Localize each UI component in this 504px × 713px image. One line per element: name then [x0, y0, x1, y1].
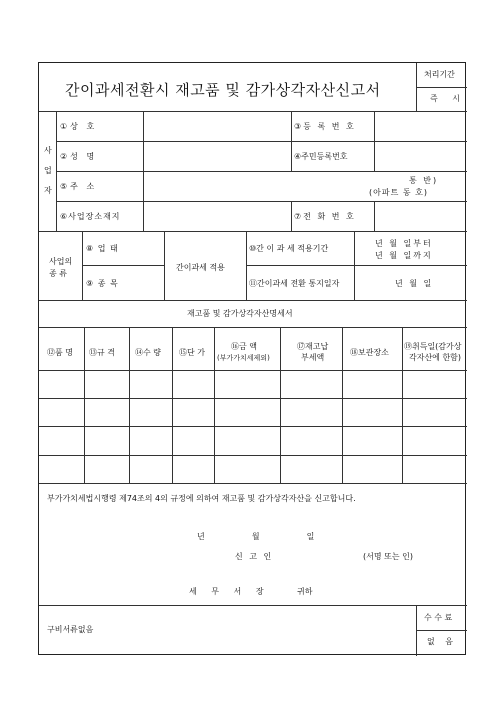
table-row[interactable]: [40, 399, 466, 425]
form-title: 간이과세전환시 재고품 및 감가상각자산신고서: [65, 81, 381, 99]
address-hint-top: 통 반): [409, 176, 439, 185]
notice-date-field[interactable]: 년 월 일: [395, 279, 434, 288]
resident-number-label: ④주민등록번호: [294, 152, 348, 161]
addressee-label: 귀하: [297, 587, 313, 596]
business-name-label: ①상 호: [60, 122, 98, 131]
business-type-label-1: 사업의: [49, 257, 73, 266]
fee-value: 없 음: [427, 637, 457, 646]
processing-period-label: 처리기간: [424, 70, 455, 79]
col-amount-note: (부가가치세제외): [217, 354, 270, 362]
tax-office-label: 세 무 서 장: [189, 587, 270, 596]
simplified-applied-label: 간이과세 적용: [176, 263, 225, 272]
workplace-label: ⑥사업장소재지: [60, 212, 121, 221]
address-label: ⑤주 소: [60, 182, 98, 191]
applicant-label: 신 고 인: [235, 552, 274, 561]
declaration-statement: 부가가치세법시행령 제74조의 4의 규정에 의하여 재고품 및 감가상각자산을 신고합니다.: [47, 494, 356, 503]
simplified-period-label: ⑩간 이 과 세 적용기간: [249, 244, 329, 253]
table-row[interactable]: [40, 456, 466, 482]
operator-side-label-1: 사: [44, 146, 52, 155]
col-unit-price: ⑮단 가: [179, 348, 205, 357]
business-item-field[interactable]: [126, 266, 163, 299]
phone-field[interactable]: [375, 202, 466, 230]
col-storage: ⑱보관장소: [350, 348, 389, 357]
col-quantity: ⑭수 량: [135, 348, 161, 357]
table-row[interactable]: [40, 427, 466, 454]
registration-number-field[interactable]: [375, 112, 466, 140]
phone-label: ⑦전 화 번 호: [294, 212, 356, 221]
business-sector-label: ⑧ 업 태: [86, 244, 119, 253]
col-acquired-line2: 각자산에 한함): [409, 353, 462, 362]
period-to-field[interactable]: 년 월 일까지: [375, 251, 433, 260]
business-type-label-2: 종 류: [49, 269, 67, 278]
registration-number-label: ③등 록 번 호: [294, 122, 356, 131]
operator-side-label-2: 업: [44, 166, 52, 175]
table-row[interactable]: [40, 371, 466, 397]
col-amount: ⑯금 액: [231, 342, 257, 351]
tax-form: [38, 62, 466, 655]
conversion-notice-label: ⑪간이과세 전환 통지일자: [249, 279, 340, 288]
address-hint-bottom: (아파트 동 호): [369, 188, 428, 197]
col-spec: ⑬규 격: [89, 348, 115, 357]
inventory-section-title: 재고품 및 감가상각자산명세서: [187, 309, 293, 318]
resident-number-field[interactable]: [375, 142, 466, 170]
workplace-field[interactable]: [144, 202, 290, 230]
business-name-field[interactable]: [144, 112, 290, 140]
col-acquired-line1: ⑲취득일(감가상: [404, 342, 462, 351]
col-item-name: ⑫품 명: [47, 348, 73, 357]
representative-label: ②성 명: [60, 152, 98, 161]
representative-field[interactable]: [144, 142, 290, 170]
fee-label: 수 수 료: [424, 613, 453, 622]
col-tax-line1: ⑰재고납: [297, 342, 329, 351]
col-tax-line2: 부세액: [301, 353, 325, 362]
operator-side-label-3: 자: [44, 186, 52, 195]
business-sector-field[interactable]: [126, 232, 163, 264]
business-item-label: ⑨ 종 목: [86, 279, 119, 288]
declaration-date[interactable]: 년 월 일: [197, 532, 329, 541]
required-documents: 구비서류없음: [47, 625, 94, 634]
processing-period-value: 즉 시: [430, 94, 466, 103]
sign-label: (서명 또는 인): [363, 552, 413, 561]
period-from-field[interactable]: 년 월 일부터: [375, 239, 433, 248]
